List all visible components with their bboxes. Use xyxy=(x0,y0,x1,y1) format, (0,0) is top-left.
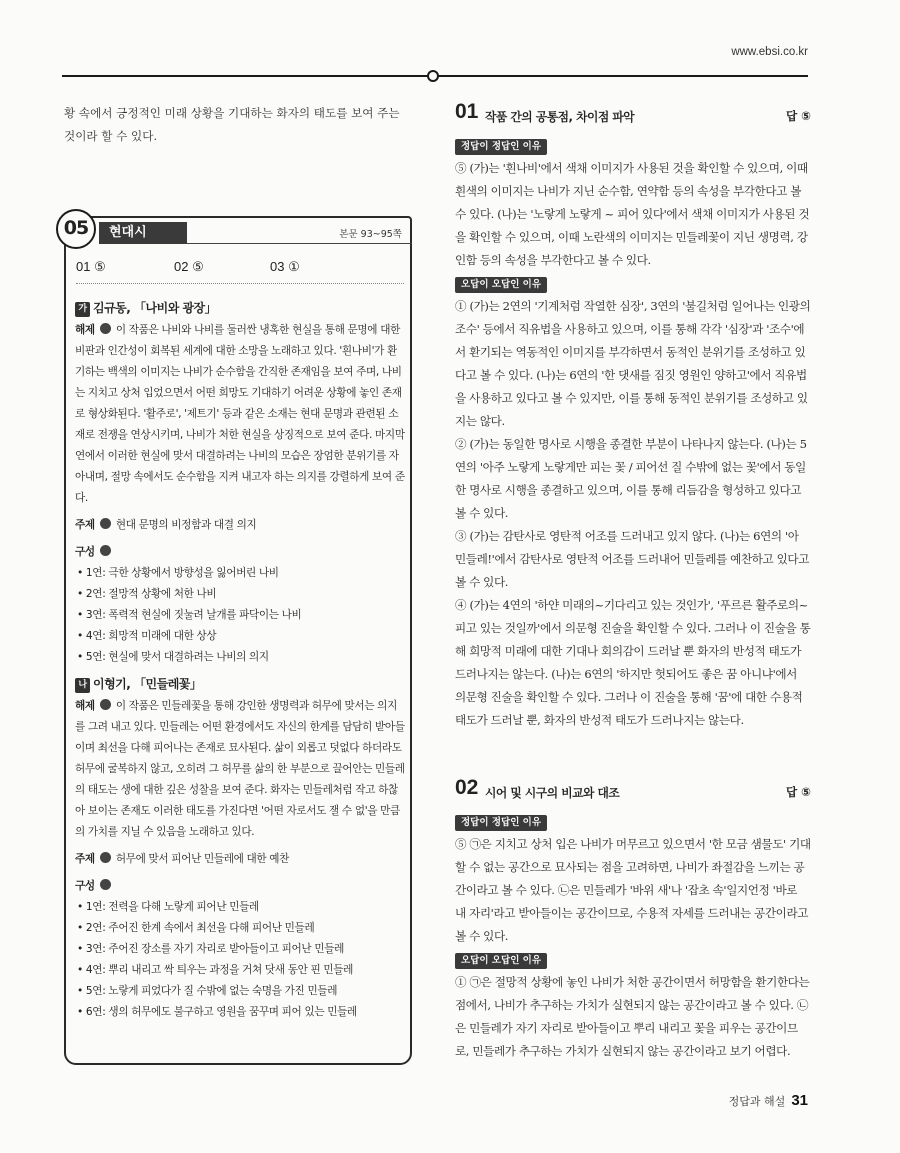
structure-na: 구성 xyxy=(75,876,405,897)
work-title-na: 나 이형기, 「민들레꽃」 xyxy=(75,674,405,695)
theme-ga: 주제 현대 문명의 비정함과 대결 의지 xyxy=(75,519,257,531)
structure-item: • 1연: 전력을 다해 노랗게 피어난 민들레 xyxy=(77,901,259,913)
work-title-ga: 가 김규동, 「나비와 광장」 xyxy=(75,298,405,319)
wrong-reason-badge: 오답이 오답인 이유 xyxy=(455,277,547,293)
q1-header xyxy=(455,100,811,130)
wrong-reason-badge: 오답이 오답인 이유 xyxy=(455,953,547,969)
answer-3: 03 ① xyxy=(270,259,300,274)
theme-na: 주제 허무에 맞서 피어난 민들레에 대한 예찬 xyxy=(75,853,290,865)
q2-number: 02 xyxy=(455,776,479,799)
q2-correct-text: ⑤ ㉠은 지치고 상처 입은 나비가 머무르고 있으면서 '한 모금 샘물도' 기대할 수 없는 공간으로 묘사되는 점을 고려하면, 나비가 좌절감을 느끼는 공간이라고 볼 수 있다. ㉡은 민들레가 '바위 새'나 '잡초 속'일지언정 '바로 내 자리'라고 받아들이는 공간이므로, 수용적 자세를 드러내는 공간이라고 볼 수 있다. xyxy=(455,837,811,943)
site-url: www.ebsi.co.kr xyxy=(731,46,808,58)
header-underline xyxy=(187,243,412,244)
page-number: 31 xyxy=(791,1092,808,1109)
q1-title: 작품 간의 공통점, 차이점 파악 xyxy=(485,110,635,124)
tag-na: 나 xyxy=(75,678,90,693)
tag-ga: 가 xyxy=(75,302,90,317)
structure-item: • 4연: 희망적 미래에 대한 상상 xyxy=(77,630,217,642)
dotted-divider xyxy=(76,283,404,284)
q2-header xyxy=(455,776,811,806)
structure-item: • 1연: 극한 상황에서 방향성을 잃어버린 나비 xyxy=(77,567,279,579)
q2-section xyxy=(455,776,811,1063)
work-notes xyxy=(75,296,405,1023)
q1-wrong-2: ② (가)는 동일한 명사로 시행을 종결한 부분이 나타나지 않는다. (나)는 5연의 '아주 노랗게 노랗게만 피는 꽃 / 피어선 질 수밖에 없는 꽃'에서 동일한 명사로 시행을 종결하고 있으며, 이를 통해 리듬감을 형성하고 있다고 볼 수 있다. xyxy=(455,437,807,520)
summary-ga: 해제 이 작품은 나비와 나비를 둘러싼 냉혹한 현실을 통해 문명에 대한 비판과 인간성이 회복된 세계에 대한 소망을 노래하고 있다. '흰나비'가 환기하는 백색의 이미지는 나비가 순수함을 간직한 존재임을 보여 주며, 나비는 지치고 상처 입었으면서 어떤 희망도 기대하기 어려운 상황에 놓인 존재로 형상화된다. '활주로', '제트기' 등과 같은 소재는 현대 문명과 관련된 소재로 전쟁을 연상시키며, 나비가 처한 현실을 상징적으로 보여 준다. 마지막 연에서 이러한 현실에 맞서 대결하려는 나비의 모습은 장엄한 분위기를 자아내며, 절망 속에서도 순수함을 지켜 내고자 하는 의지를 강렬하게 보여 준다. xyxy=(75,324,405,504)
label-marker-icon xyxy=(100,879,111,890)
structure-item: • 2연: 주어진 한계 속에서 최선을 다해 피어난 민들레 xyxy=(77,922,315,934)
q2-title: 시어 및 시구의 비교와 대조 xyxy=(485,786,620,800)
q2-wrong-1: ① ㉠은 절망적 상황에 놓인 나비가 처한 공간이면서 허망함을 환기한다는 점에서, 나비가 추구하는 가치가 실현되지 않는 공간이라고 볼 수 있다. ㉡은 민들레가 자기 자리로 받아들이고 뿌리 내리고 꽃을 피우는 공간이므로, 민들레가 추구하는 가치가 실현되지 않는 공간이라고 보기 어렵다. xyxy=(455,975,810,1058)
q1-wrong-1: ① (가)는 2연의 '기계처럼 작열한 심장', 3연의 '불길처럼 일어나는 인광의 조수' 등에서 직유법을 사용하고 있으며, 이를 통해 각각 '심장'과 '조수'에서 환기되는 역동적인 이미지를 부각하면서 동적인 분위기를 조성하고 있다고 볼 수 있다. (나)는 6연의 '한 댓새를 짐짓 영원인 양하고'에서 직유법을 사용하고 있다고 볼 수 있지만, 이를 통해 동적인 분위기를 조성하고 있지는 않다. xyxy=(455,299,811,428)
header-rule-dot xyxy=(427,70,439,82)
structure-item: • 3연: 주어진 장소를 자기 자리로 받아들이고 피어난 민들레 xyxy=(77,943,344,955)
label-marker-icon xyxy=(100,518,111,529)
source-pages: 본문 93~95쪽 xyxy=(339,229,402,240)
answer-1: 01 ⑤ xyxy=(76,259,106,274)
q2-answer: 답 ⑤ xyxy=(785,785,811,799)
section-number: 05 xyxy=(56,209,96,249)
left-column xyxy=(64,102,414,148)
q1-wrong-3: ③ (가)는 감탄사로 영탄적 어조를 드러내고 있지 않다. (나)는 6연의 '아 민들레!'에서 감탄사로 영탄적 어조를 드러내어 민들레를 예찬하고 있다고 볼 수 있다. xyxy=(455,529,810,589)
q1-wrong-4: ④ (가)는 4연의 '하얀 미래의~기다리고 있는 것인가', '푸르른 활주로의~피고 있는 것일까'에서 의문형 진술을 확인할 수 있다. 그러나 이 진술을 통해 희망적 미래에 대한 기대나 회의감이 드러날 뿐 화자의 반성적 태도가 드러나지는 않는다. (나)는 6연의 '하지만 헛되어도 좋은 꿈 아니냐'에서 의문형 진술을 확인할 수 있다. 그러나 이 진술을 통해 '꿈'에 대한 수용적 태도가 드러날 뿐, 화자의 반성적 태도가 드러나지는 않는다. xyxy=(455,598,811,727)
label-marker-icon xyxy=(100,699,111,710)
category-tab: 현대시 xyxy=(99,222,187,244)
label-marker-icon xyxy=(100,323,111,334)
intro-paragraph: 황 속에서 긍정적인 미래 상황을 기대하는 화자의 태도를 보여 주는 것이라 할 수 있다. xyxy=(64,106,400,143)
label-marker-icon xyxy=(100,852,111,863)
structure-item: • 4연: 뿌리 내리고 싹 틔우는 과정을 거쳐 닷새 동안 핀 민들레 xyxy=(77,964,354,976)
q1-answer: 답 ⑤ xyxy=(785,109,811,123)
structure-ga: 구성 xyxy=(75,542,405,563)
summary-na: 해제 이 작품은 민들레꽃을 통해 강인한 생명력과 허무에 맞서는 의지를 그려 내고 있다. 민들레는 어떤 환경에서도 자신의 한계를 담담히 받아들이며 최선을 다해 피어나는 존재로 묘사된다. 삶이 외롭고 덧없다 하더라도 허무에 굴복하지 않고, 오히려 그 허무를 삶의 한 부분으로 끌어안는 민들레의 태도는 생에 대한 깊은 성찰을 보여 준다. 화자는 민들레처럼 작고 하찮아 보이는 존재도 이러한 태도를 가진다면 '어떤 자로서도 잴 수 없'을 만큼의 가치를 지닐 수 있음을 노래하고 있다. xyxy=(75,700,405,838)
structure-item: • 3연: 폭력적 현실에 짓눌려 날개를 파닥이는 나비 xyxy=(77,609,302,621)
structure-item: • 5연: 노랗게 피었다가 질 수밖에 없는 숙명을 가진 민들레 xyxy=(77,985,338,997)
answer-box-header xyxy=(64,213,412,243)
q1-section xyxy=(455,100,811,732)
correct-reason-badge: 정답이 정답인 이유 xyxy=(455,815,547,831)
correct-reason-badge: 정답이 정답인 이유 xyxy=(455,139,547,155)
answer-2: 02 ⑤ xyxy=(174,259,204,274)
structure-item: • 6연: 생의 허무에도 불구하고 영원을 꿈꾸며 피어 있는 민들레 xyxy=(77,1006,357,1018)
structure-item: • 5연: 현실에 맞서 대결하려는 나비의 의지 xyxy=(77,651,269,663)
label-marker-icon xyxy=(100,545,111,556)
q1-number: 01 xyxy=(455,100,479,123)
structure-item: • 2연: 절망적 상황에 처한 나비 xyxy=(77,588,217,600)
page-footer xyxy=(729,1092,808,1109)
footer-section: 정답과 해설 xyxy=(728,1095,786,1108)
q1-correct-text: ⑤ (가)는 '흰나비'에서 색채 이미지가 사용된 것을 확인할 수 있으며, 이때 흰색의 이미지는 나비가 지닌 순수함, 연약함 등의 속성을 부각한다고 볼 수 있다. (나)는 '노랗게 노랗게 ~ 피어 있다'에서 색채 이미지가 사용된 것을 확인할 수 있으며, 이때 노란색의 이미지는 민들레꽃이 지닌 생명력, 강인함 등의 속성을 부각한다고 볼 수 있다. xyxy=(455,161,810,267)
